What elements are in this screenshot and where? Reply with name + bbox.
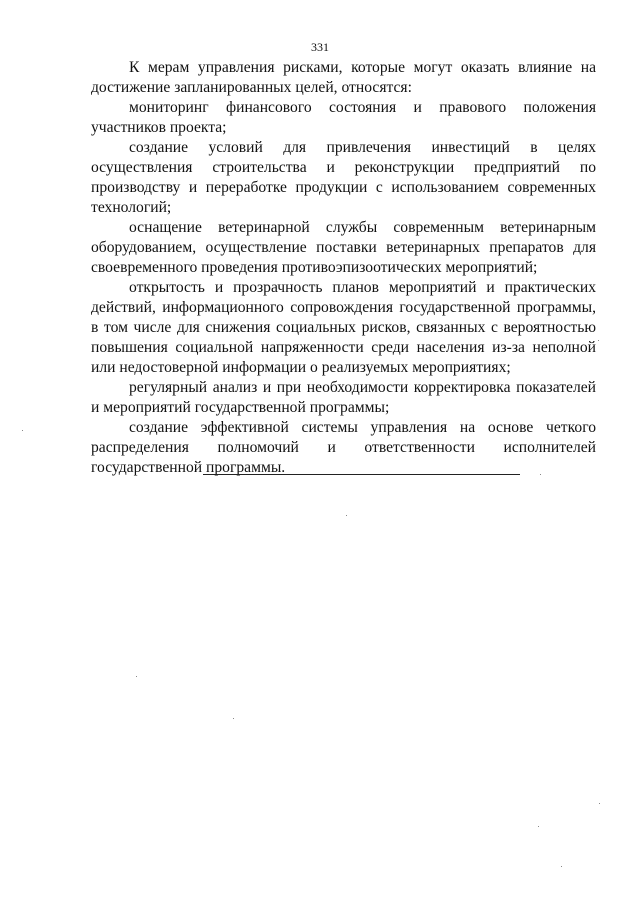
- paragraph-intro: К мерам управления рисками, которые могут оказать влияние на достижение запланированных целей, относятся:: [91, 59, 596, 96]
- document-body: [91, 58, 596, 478]
- scan-speck: [540, 474, 541, 475]
- scan-speck: [136, 676, 137, 677]
- page-number: 331: [311, 40, 329, 54]
- paragraph-analysis: регулярный анализ и при необходимости корректировка показателей и мероприятий государственной программы;: [91, 379, 596, 416]
- paragraph-investment: создание условий для привлечения инвестиций в целях осуществления строительства и реконструкции предприятий по производству и переработке продукции с использованием современных технологий;: [91, 139, 596, 216]
- paragraph-management-system: создание эффективной системы управления на основе четкого распределения полномочий и ответственности исполнителей государственной программы.: [91, 419, 596, 476]
- scan-speck: [346, 515, 347, 516]
- scan-speck: [538, 826, 539, 827]
- scan-speck: [599, 803, 600, 804]
- end-divider-line: [203, 474, 520, 475]
- scan-speck: [22, 430, 23, 431]
- scan-speck: [233, 718, 234, 719]
- paragraph-transparency: открытость и прозрачность планов мероприятий и практических действий, информационного сопровождения государственной программы, в том числе для снижения социальных рисков, связанных с вероятностью повышения социальной напряженности среди населения из-за неполной или недостоверной информации о реализуемых мероприятиях;: [91, 279, 596, 376]
- scan-speck: [598, 340, 599, 341]
- paragraph-veterinary: оснащение ветеринарной службы современным ветеринарным оборудованием, осуществление поставки ветеринарных препаратов для своевременного проведения противоэпизоотических мероприятий;: [91, 219, 596, 276]
- paragraph-monitoring: мониторинг финансового состояния и правового положения участников проекта;: [91, 99, 596, 136]
- scan-speck: [561, 866, 562, 867]
